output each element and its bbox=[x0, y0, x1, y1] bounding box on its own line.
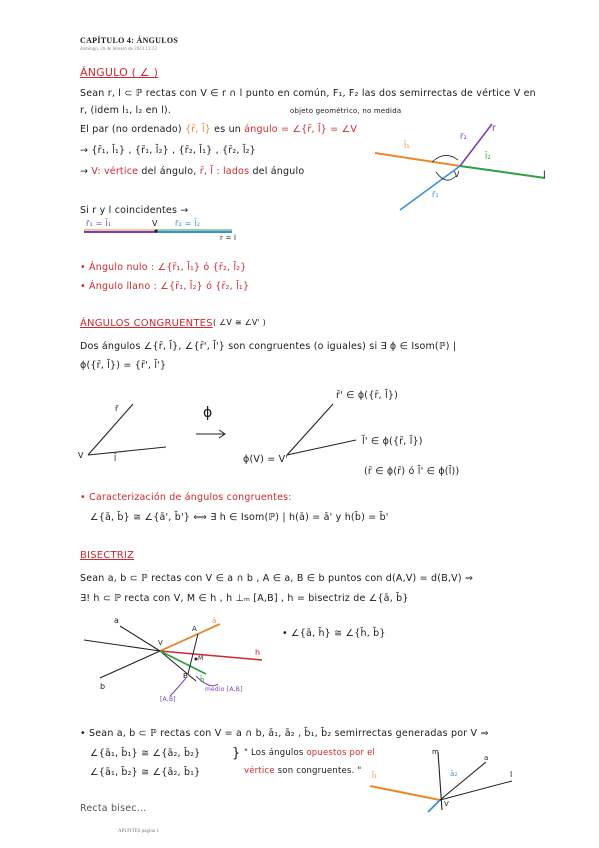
bisec-segment: [A,B] bbox=[160, 696, 176, 703]
fig2-m-label: m bbox=[432, 748, 440, 756]
phi-symbol: ϕ bbox=[203, 405, 213, 421]
congr-line-2: ϕ({r̄, l̄}) = {r̄', l̄'} bbox=[80, 360, 167, 371]
section-heading-angulo: ÁNGULO ( ∠ ) bbox=[80, 66, 159, 79]
angulo-line-4: → {r̄₁, l̄₁} , {r̄₁, l̄₂} , {r̄₂, l̄₁} , {r̄₂, l̄₂} bbox=[80, 145, 256, 156]
bisec-M-label: M bbox=[198, 655, 204, 662]
congr-l-image: l̄' ∈ ϕ({r̄, l̄}) bbox=[362, 436, 423, 447]
fig2-a-label: a bbox=[484, 754, 489, 762]
congruentes-note: ( ∠V ≅ ∠V' ) bbox=[213, 318, 267, 327]
angulo-nulo: • Ángulo nulo : ∠{r̄₁, l̄₁} ó {r̄₂, l̄₂} bbox=[80, 262, 247, 273]
fig2-a2-label: ā₂ bbox=[450, 770, 458, 778]
footer: APUNTES página 1 bbox=[118, 829, 159, 834]
congr-l-label: l̄ bbox=[114, 454, 117, 463]
vertice-def: V: vértice bbox=[91, 166, 139, 177]
bisec-line-1: Sean a, b ⊂ ℙ rectas con V ∈ a ∩ b , A ∈ a, B ∈ b puntos con d(A,V) = d(B,V) ⇒ bbox=[80, 573, 474, 584]
congr-pair: (r̄ ∈ ϕ(r̄) ó l̄' ∈ ϕ(l̄)) bbox=[364, 466, 460, 477]
bisec-result: • ∠{ā, h̄} ≅ ∠{h̄, b̄} bbox=[282, 628, 386, 639]
congr-phi-v: ϕ(V) = V' bbox=[243, 454, 289, 465]
fig2-l-label: l bbox=[510, 770, 513, 779]
coinc-v-label: V bbox=[152, 219, 158, 228]
quote-part-b: opuestos por el bbox=[306, 748, 376, 758]
caracterizacion-heading: • Caracterización de ángulos congruentes: bbox=[80, 492, 292, 503]
bisec-a-label: a bbox=[114, 616, 120, 625]
quote-part-d: son congruentes. " bbox=[277, 766, 362, 776]
angulo-pair: {r̄, l̄} bbox=[185, 124, 211, 135]
angulo-line-3a: El par (no ordenado) bbox=[80, 124, 182, 135]
fig1-l-label: l bbox=[543, 170, 546, 181]
bisec-medio: medio [A,B] bbox=[205, 686, 243, 693]
fig1-l1-label: l̄₁ bbox=[404, 141, 410, 150]
bisec-B-label: B bbox=[183, 672, 189, 680]
brace-icon: } bbox=[232, 746, 241, 761]
page-title: CAPÍTULO 4: ÁNGULOS bbox=[80, 36, 179, 45]
angulo-line-5c: del ángulo, bbox=[141, 166, 197, 177]
angulo-line-3c: es un bbox=[214, 124, 242, 135]
angulo-line-2: r, (idem l₁, l₂ en l). bbox=[80, 105, 172, 116]
fig1-r1-label: r̄₁ bbox=[432, 190, 439, 199]
section-heading-bisectriz: BISECTRIZ bbox=[80, 550, 135, 561]
section-heading-congruentes: ÁNGULOS CONGRUENTES bbox=[80, 318, 213, 329]
arrow-icon: → bbox=[80, 166, 89, 177]
congr-line-1: Dos ángulos ∠{r̄, l̄}, ∠{r̄', l̄'} son congruentes (o iguales) si ∃ ϕ ∈ Isom(ℙ) | bbox=[80, 341, 457, 352]
coinc-text: Si r y l coincidentes → bbox=[80, 205, 189, 216]
bisec-v-label: V bbox=[158, 639, 163, 647]
page-timestamp: domingo, 26 de febrero de 2023 13:13 bbox=[80, 47, 157, 52]
fig1-r2-label: r̄₂ bbox=[460, 132, 467, 141]
fig1-v-label: V bbox=[454, 170, 460, 179]
bisec-A-label: A bbox=[192, 625, 197, 633]
opuestos-line-3: ∠{ā₁, b̄₂} ≅ ∠{ā₂, b̄₁} bbox=[90, 767, 201, 778]
bisec-b-label: b bbox=[100, 682, 106, 691]
congr-r-label: r̄ bbox=[115, 404, 119, 413]
caracterizacion-formula: ∠{ā, b̄} ≅ ∠{ā', b̄'} ⟺ ∃ h ∈ Isom(ℙ) | h(ā) = ā' y h(b̄) = b̄' bbox=[90, 512, 389, 523]
angulo-line-5e: del ángulo bbox=[252, 166, 305, 177]
congr-v-label: V bbox=[78, 451, 84, 460]
fig1-r-label: r bbox=[492, 123, 497, 134]
fig2-v-label: V bbox=[444, 800, 449, 808]
quote-part-a: " Los ángulos bbox=[244, 748, 304, 758]
lados-def: r̄, l̄ : lados bbox=[199, 166, 250, 177]
coinc-right-label: r̄₂ = l̄₂ bbox=[175, 219, 201, 228]
opuestos-line-2: ∠{ā₁, b̄₁} ≅ ∠{ā₂, b̄₂} bbox=[90, 748, 201, 759]
angulo-llano: • Ángulo llano : ∠{r̄₁, l̄₂} ó {r̄₂, l̄₁} bbox=[80, 281, 250, 292]
coinc-line-label: r = l bbox=[220, 234, 237, 242]
cut-text: Recta bisec... bbox=[80, 803, 147, 814]
angulo-note: objeto geométrico, no medida bbox=[290, 107, 402, 115]
angulo-definition: ángulo = ∠{r̄, l̄} = ∠V bbox=[244, 124, 358, 135]
fig1-l2-label: l̄₂ bbox=[485, 152, 491, 161]
bisec-a-ray: ā bbox=[212, 617, 217, 625]
bisec-h-label: h bbox=[255, 648, 261, 657]
angulo-line-1: Sean r, l ⊂ ℙ rectas con V ∈ r ∩ l punto en común, F₁, F₂ las dos semirrectas de vértice V en bbox=[80, 88, 536, 99]
quote-part-c: vértice bbox=[244, 766, 275, 776]
bisec-b-ray: b̄ bbox=[200, 676, 205, 684]
congr-r-image: r̄' ∈ ϕ({r̄, l̄}) bbox=[336, 390, 398, 401]
opuestos-line-1: • Sean a, b ⊂ ℙ rectas con V = a ∩ b, ā₁, ā₂ , b̄₁, b̄₂ semirrectas generadas por V ⇒ bbox=[80, 728, 489, 739]
coinc-left-text: r̄₁ = l̄₁ bbox=[86, 219, 112, 228]
bisec-line-2: ∃! h ⊂ ℙ recta con V, M ∈ h , h ⊥ₘ [A,B] , h = bisectriz de ∠{ā, b̄} bbox=[80, 593, 409, 604]
fig2-l1-label: l̄₁ bbox=[372, 772, 378, 780]
